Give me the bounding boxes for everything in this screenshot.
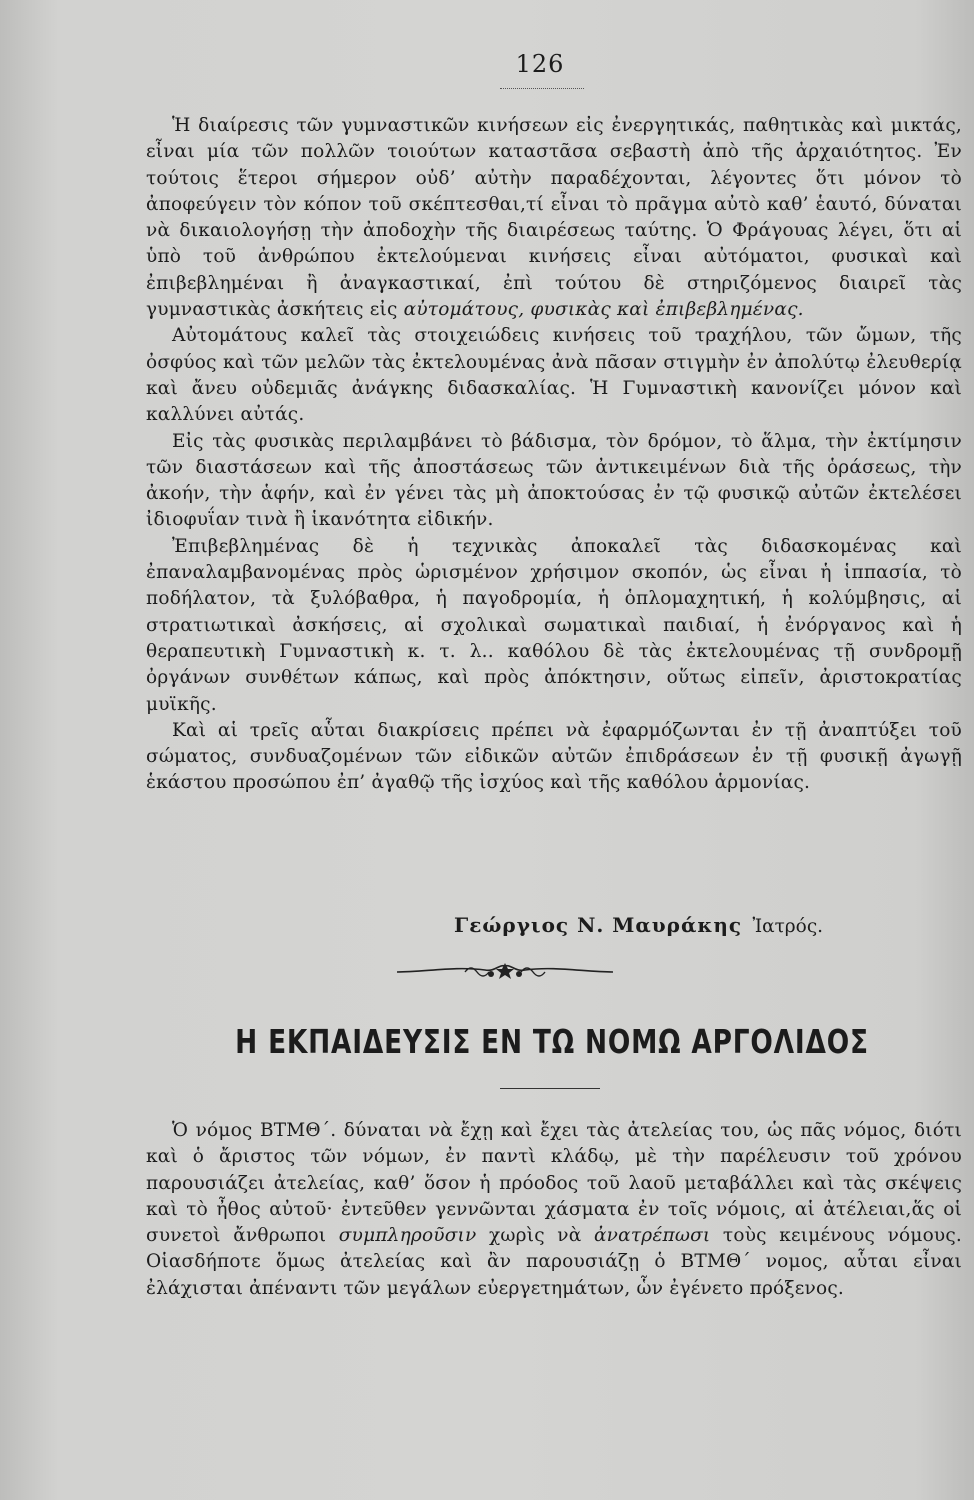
page-number-rule bbox=[500, 88, 584, 89]
article-heading: Η ΕΚΠΑΙΔΕΥΣΙΣ ΕΝ ΤΩ ΝΟΜΩ ΑΡΓΟΛΙΔΟΣ bbox=[235, 1022, 869, 1061]
paragraph-education-text-a: Ὁ νόμος ΒΤΜΘ΄. δύναται νὰ ἔχῃ καὶ ἔχει τὰς ἀτελείας του, ὡς πᾶς νόμος, διότι καὶ ὁ ἄριστος τῶν νόμων, ἐν παντὶ κλάδῳ, μὲ τὴν παρέλευσιν τοῦ χρόνου παρουσιάζει ἀτελείας, καθ’ ὅσον ἡ πρόοδος τοῦ λαοῦ μεταβάλλει καὶ τὰς σκέψεις καὶ τὸ ἦθος αὐτοῦ· ἐντεῦθεν γεννῶνται χάσματα ἐν τοῖς νόμοις, αἱ ἀτέλειαι,ἅς οἱ συνετοὶ ἄνθρωποι bbox=[146, 1120, 962, 1247]
paragraph-education-italic-a: συμπληροῦσιν bbox=[338, 1225, 477, 1247]
article-education bbox=[146, 1118, 962, 1302]
paragraph-education-1 bbox=[146, 1118, 962, 1302]
paragraph-education-text-c: τοὺς κειμένους νόμους. Οἱασδήποτε ὅμως ἀτελείας καὶ ἂν παρουσιάζῃ ὁ ΒΤΜΘ΄ νομος, αὗται εἶναι ἐλάχισται ἀπέναντι τῶν μεγάλων εὐεργετημάτων, ὧν ἐγένετο πρόξενος. bbox=[146, 1225, 962, 1299]
article-gymnastics bbox=[146, 113, 962, 797]
paragraph-1-text: Ἡ διαίρεσις τῶν γυμναστικῶν κινήσεων εἰς ἐνεργητικάς, παθητικὰς καὶ μικτάς, εἶναι μία τῶν πολλῶν τοιούτων καταστᾶσα σεβαστὴ ἀπὸ τῆς ἀρχαιότητος. Ἐν τούτοις ἕτεροι σήμερον οὐδ’ αὐτὴν παραδέχονται, λέγοντες ὅτι μόνον τὸ ἀποφεύγειν τὸν κόπον τοῦ σκέπτεσθαι,τί εἶναι τὸ πρᾶγμα αὐτὸ καθ’ ἑαυτό, δύναται νὰ δικαιολογήσῃ τὴν ἀποδοχὴν τῆς διαιρέσεως ταύτης. Ὁ Φράγουας λέγει, ὅτι αἱ ὑπὸ τοῦ ἀνθρώπου ἐκτελούμεναι κινήσεις εἶναι αὐτόματοι, φυσικαὶ καὶ ἐπιβεβλημέναι ἢ ἀναγκαστικαί, ἐπὶ τούτου δὲ στηριζόμενος διαιρεῖ τὰς γυμναστικὰς ἀσκήτεις εἰς bbox=[146, 115, 962, 321]
ornament-divider-icon bbox=[395, 960, 615, 982]
heading-rule bbox=[500, 1088, 600, 1089]
page-number: 126 bbox=[515, 50, 565, 78]
paragraph-5: Καὶ αἱ τρεῖς αὗται διακρίσεις πρέπει νὰ ἐφαρμόζωνται ἐν τῇ ἀναπτύξει τοῦ σώματος, συνδυαζομένων τῶν εἰδικῶν αὐτῶν ἐπιδράσεων ἐν τῇ φυσικῇ ἀγωγῇ ἑκάστου προσώπου ἐπ’ ἀγαθῷ τῆς ἰσχύος καὶ τῆς καθόλου ἁρμονίας. bbox=[146, 719, 962, 794]
paragraph-education-italic-b: ἀνατρέπωσι bbox=[593, 1225, 711, 1247]
author-title: Ἰατρός. bbox=[752, 916, 824, 937]
author-name: Γεώργιος Ν. Μαυράκης bbox=[454, 913, 743, 937]
author-signature bbox=[454, 913, 954, 937]
paragraph-2: Αὐτομάτους καλεῖ τὰς στοιχειώδεις κινήσεις τοῦ τραχήλου, τῶν ὤμων, τῆς ὀσφύος καὶ τῶν μελῶν τὰς ἐκτελουμένας ἀνὰ πᾶσαν στιγμὴν ἐν ἀπολύτῳ ἐλευθερίᾳ καὶ ἄνευ οὐδεμιᾶς ἀνάγκης διδασκαλίας. Ἡ Γυμναστικὴ κανονίζει μόνον καὶ καλλύνει αὐτάς. bbox=[146, 325, 962, 426]
paragraph-education-text-b: χωρὶς νὰ bbox=[476, 1225, 594, 1247]
paragraph-1 bbox=[146, 113, 962, 323]
paragraph-4: Ἐπιβεβλημένας δὲ ἡ τεχνικὰς ἀποκαλεῖ τὰς διδασκομένας καὶ ἐπαναλαμβανομένας πρὸς ὡρισμένον χρήσιμον σκοπόν, ὡς εἶναι ἡ ἱππασία, τὸ ποδήλατον, τὰ ξυλόβαθρα, ἡ παγοδρομία, ἡ ὁπλομαχητική, ἡ κολύμβησις, αἱ στρατιωτικαὶ ἀσκήσεις, αἱ σχολικαὶ σωματικαὶ παιδιαί, ἡ ἐνόργανος καὶ ἡ θεραπευτικὴ Γυμναστικὴ κ. τ. λ.. καθόλου δὲ τὰς ἐκτελουμένας τῇ συνδρομῇ ὀργάνων συνθέτων κάπως, καὶ πρὸς ἀπόκτησιν, οὕτως εἰπεῖν, ἀριστοκρατίας μυϊκῆς. bbox=[146, 535, 962, 715]
paragraph-1-italic: αὐτομάτους, φυσικὰς καὶ ἐπιβεβλημένας. bbox=[403, 299, 804, 321]
paragraph-3: Εἰς τὰς φυσικὰς περιλαμβάνει τὸ βάδισμα, τὸν δρόμον, τὸ ἅλμα, τὴν ἐκτίμησιν τῶν διαστάσεων καὶ τῆς ἀποστάσεως τῶν ἀντικειμένων διὰ τῆς ὁράσεως, τὴν ἀκοήν, τὴν ἁφήν, καὶ ἐν γένει τὰς μὴ ἀποκτούσας ἐν τῷ φυσικῷ αὐτῶν ἐκτελέσει ἰδιοφυΐαν τινὰ ἢ ἱκανότητα εἰδικήν. bbox=[146, 430, 962, 531]
